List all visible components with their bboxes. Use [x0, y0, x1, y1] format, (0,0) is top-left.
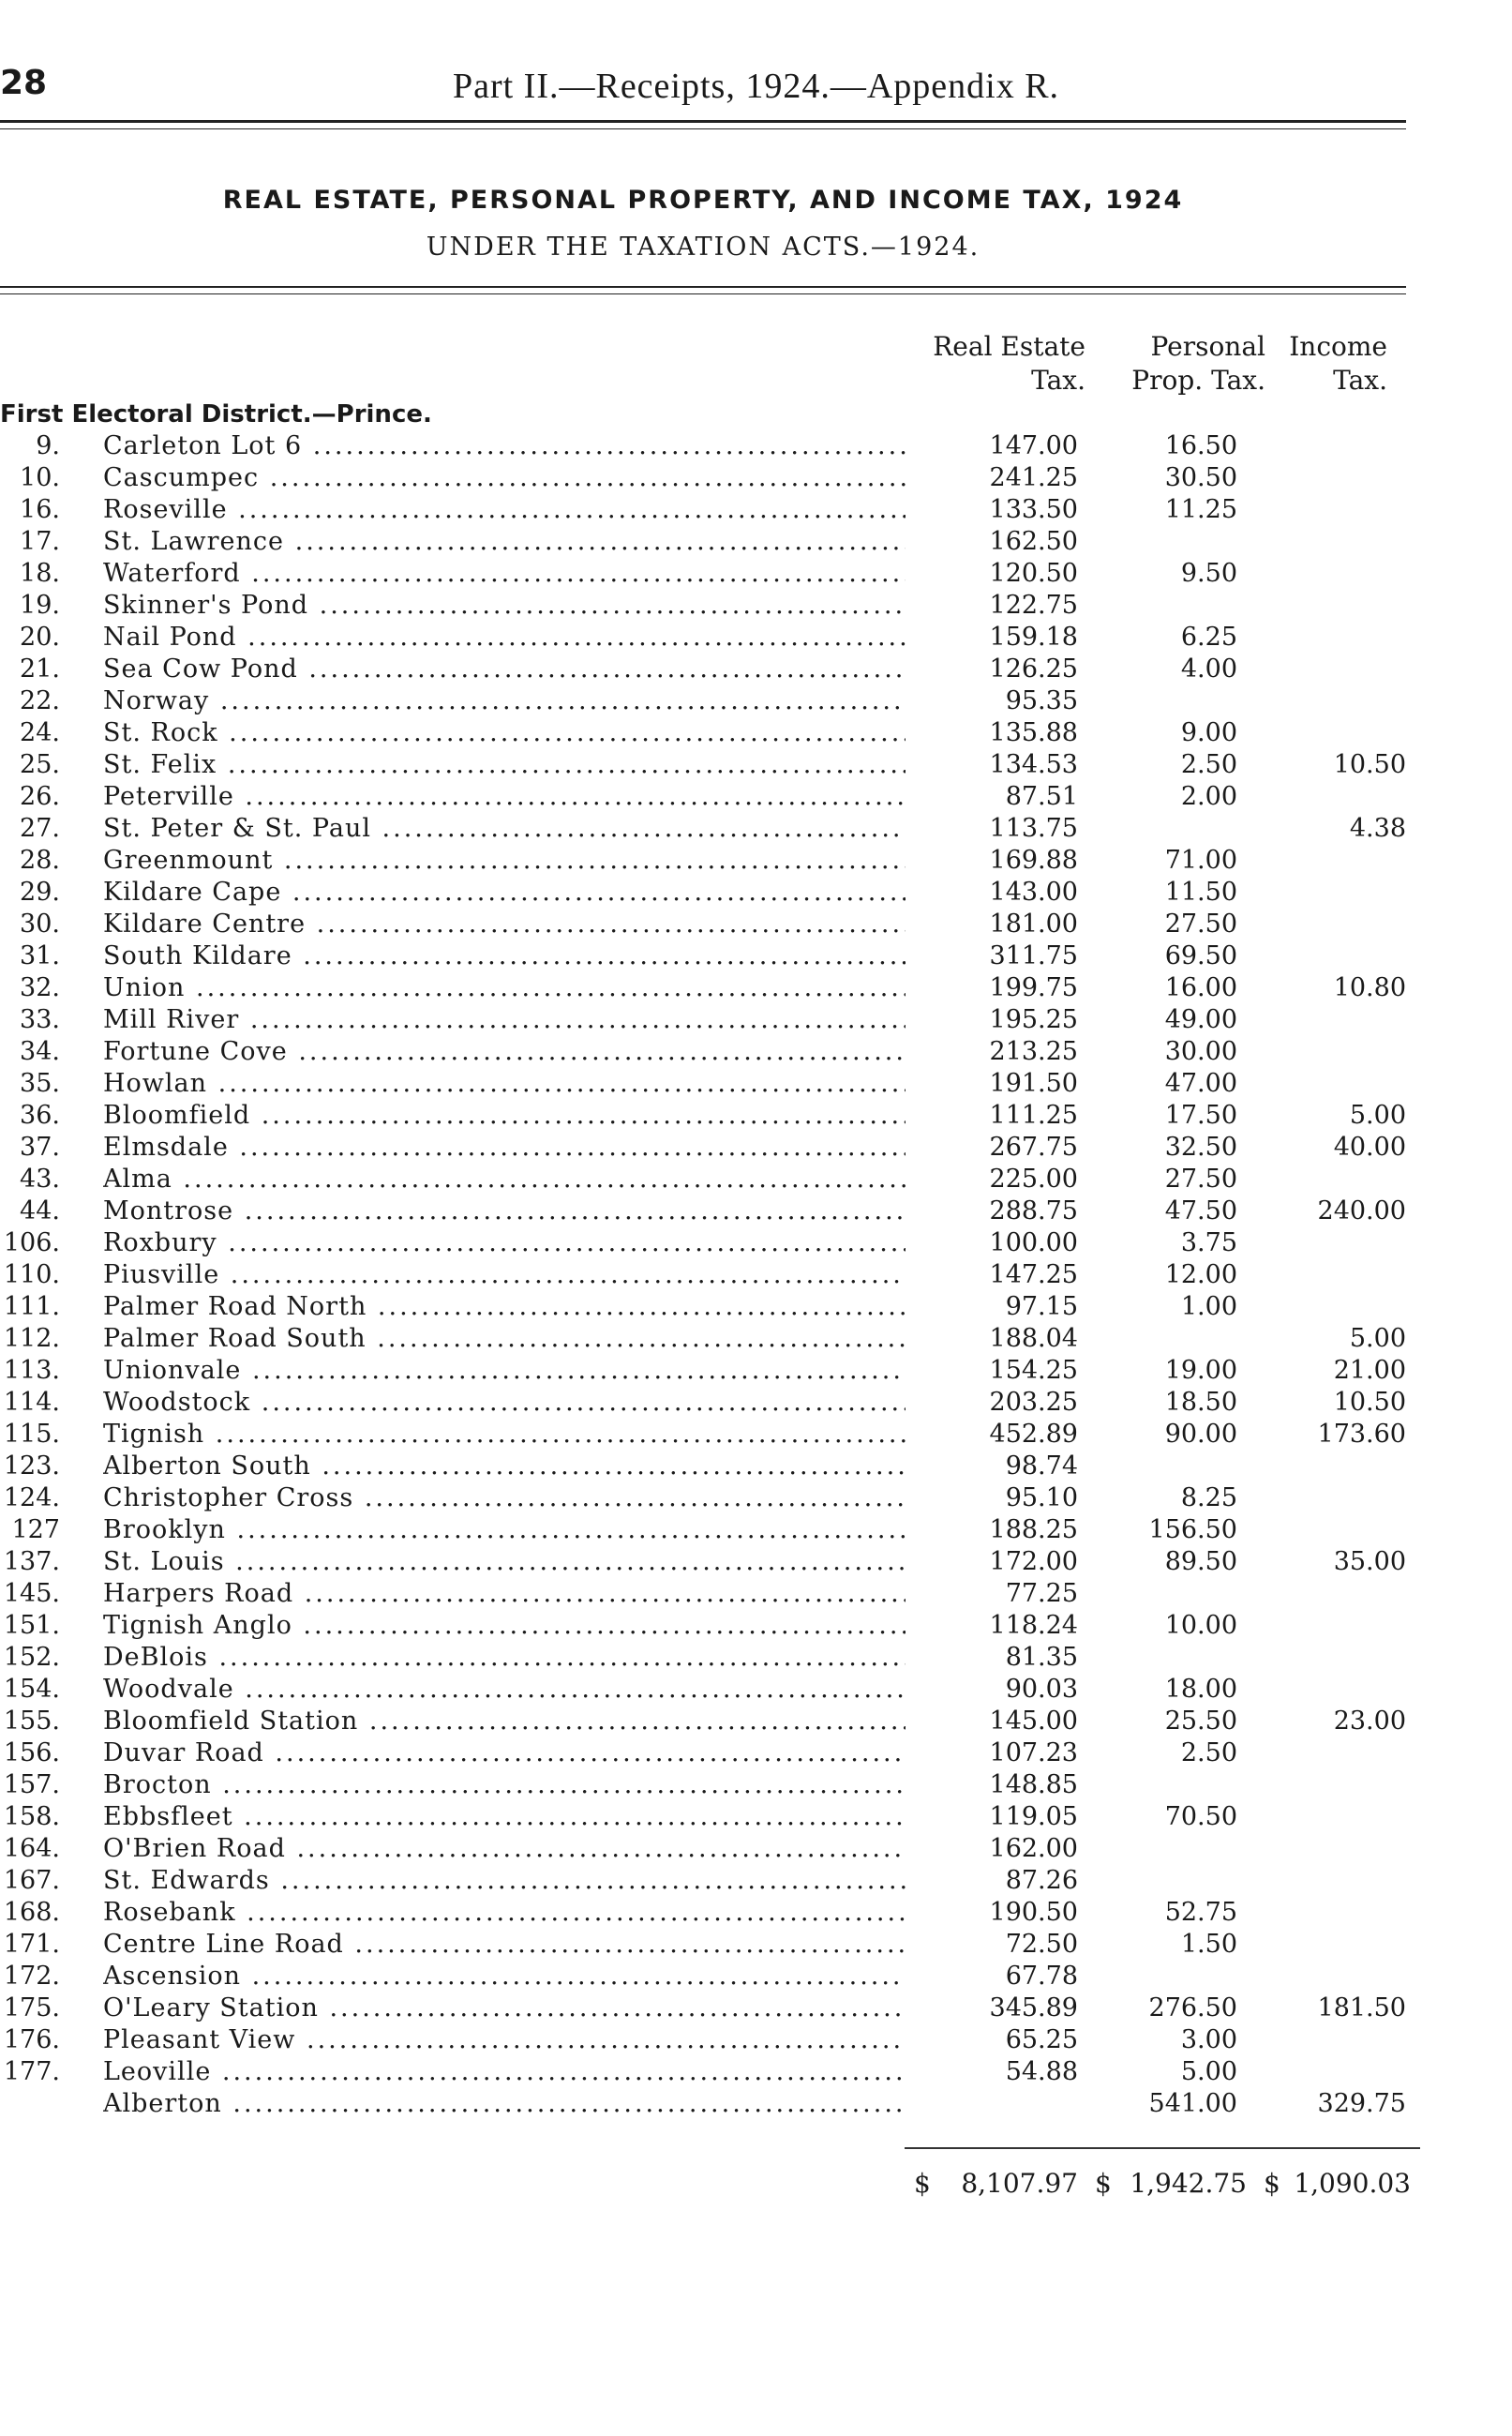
real-estate-tax: 162.00	[989, 1834, 1078, 1863]
row-number: 115.	[3, 1420, 60, 1449]
district-name: DeBlois .....	[103, 1642, 906, 1674]
income-tax: 10.50	[1333, 750, 1406, 779]
real-estate-tax: 133.50	[989, 495, 1078, 524]
district-name: Harpers Road .....	[103, 1578, 906, 1610]
col-header-real-estate-line1: Real Estate	[933, 331, 1085, 362]
table-row	[0, 654, 1512, 685]
table-row	[0, 1100, 1512, 1132]
row-number: 28.	[20, 846, 60, 875]
personal-property-tax: 27.50	[1164, 1165, 1237, 1194]
header-rule-thin	[0, 128, 1406, 129]
row-number: 112.	[3, 1324, 60, 1353]
row-number: 19.	[20, 591, 60, 620]
row-number: 20.	[20, 623, 60, 652]
real-estate-tax: 87.51	[1005, 782, 1078, 811]
personal-property-tax: 11.25	[1164, 495, 1237, 524]
income-tax: 10.80	[1333, 973, 1406, 1002]
table-row	[0, 1674, 1512, 1706]
real-estate-tax: 95.35	[1005, 686, 1078, 715]
real-estate-tax: 81.35	[1005, 1643, 1078, 1672]
personal-property-tax: 1.00	[1180, 1292, 1237, 1321]
table-row	[0, 1195, 1512, 1227]
table-row	[0, 1419, 1512, 1451]
district-name: Piusville .....	[103, 1259, 906, 1291]
district-name: Norway .....	[103, 685, 906, 717]
table-row	[0, 1769, 1512, 1801]
real-estate-tax: 172.00	[989, 1547, 1078, 1576]
table-row	[0, 1259, 1512, 1291]
real-estate-tax: 107.23	[989, 1738, 1078, 1767]
personal-property-tax: 1.50	[1180, 1930, 1237, 1959]
real-estate-tax: 143.00	[989, 878, 1078, 907]
district-name: Tignish .....	[103, 1419, 906, 1451]
row-number: 171.	[3, 1930, 60, 1959]
income-tax: 5.00	[1349, 1101, 1406, 1130]
table-row	[0, 1578, 1512, 1610]
row-number: 177.	[3, 2057, 60, 2086]
row-number: 113.	[3, 1356, 60, 1385]
total-personal-currency: $	[1095, 2168, 1112, 2199]
table-row	[0, 813, 1512, 845]
district-name: Palmer Road North .....	[103, 1291, 906, 1323]
row-number: 26.	[20, 782, 60, 811]
district-name: Pleasant View .....	[103, 2024, 906, 2056]
personal-property-tax: 16.50	[1164, 431, 1237, 460]
income-tax: 181.50	[1317, 1993, 1406, 2022]
row-number: 27.	[20, 814, 60, 843]
real-estate-tax: 162.50	[989, 527, 1078, 556]
row-number: 167.	[3, 1866, 60, 1895]
district-name: Alberton South .....	[103, 1451, 906, 1482]
real-estate-tax: 67.78	[1005, 1962, 1078, 1991]
table-row	[0, 1164, 1512, 1195]
row-number: 157.	[3, 1770, 60, 1799]
real-estate-tax: 118.24	[989, 1611, 1078, 1640]
row-number: 18.	[20, 559, 60, 588]
row-number: 168.	[3, 1898, 60, 1927]
district-name: Montrose .....	[103, 1195, 906, 1227]
personal-property-tax: 5.00	[1180, 2057, 1237, 2086]
income-tax: 21.00	[1333, 1356, 1406, 1385]
district-name: St. Lawrence .....	[103, 526, 906, 558]
section-heading: First Electoral District.—Prince.	[0, 400, 432, 429]
row-number: 114.	[3, 1388, 60, 1417]
real-estate-tax: 90.03	[1005, 1675, 1078, 1704]
row-number: 34.	[20, 1037, 60, 1066]
district-name: Brocton .....	[103, 1769, 906, 1801]
table-row	[0, 494, 1512, 526]
table-row	[0, 717, 1512, 749]
row-number: 158.	[3, 1802, 60, 1831]
district-name: Bloomfield Station .....	[103, 1706, 906, 1737]
district-name: St. Rock .....	[103, 717, 906, 749]
personal-property-tax: 47.50	[1164, 1196, 1237, 1226]
table-row	[0, 2056, 1512, 2088]
personal-property-tax: 12.00	[1164, 1260, 1237, 1289]
income-tax: 173.60	[1317, 1420, 1406, 1449]
row-number: 31.	[20, 941, 60, 970]
row-number: 29.	[20, 878, 60, 907]
real-estate-tax: 188.25	[989, 1515, 1078, 1544]
col-header-income	[1280, 330, 1387, 398]
col-header-real-estate-line2: Tax.	[1031, 365, 1085, 396]
real-estate-tax: 126.25	[989, 654, 1078, 684]
district-name: Cascumpec .....	[103, 462, 906, 494]
real-estate-tax: 225.00	[989, 1165, 1078, 1194]
row-number: 17.	[20, 527, 60, 556]
real-estate-tax: 122.75	[989, 591, 1078, 620]
table-row	[0, 1451, 1512, 1482]
income-tax: 240.00	[1317, 1196, 1406, 1226]
personal-property-tax: 6.25	[1180, 623, 1237, 652]
personal-property-tax: 8.25	[1180, 1483, 1237, 1512]
personal-property-tax: 276.50	[1148, 1993, 1237, 2022]
district-name: O'Leary Station .....	[103, 1992, 906, 2024]
district-name: Christopher Cross .....	[103, 1482, 906, 1514]
district-name: Rosebank .....	[103, 1897, 906, 1929]
personal-property-tax: 9.00	[1180, 718, 1237, 747]
district-name: Tignish Anglo .....	[103, 1610, 906, 1642]
real-estate-tax: 87.26	[1005, 1866, 1078, 1895]
district-name: Roxbury .....	[103, 1227, 906, 1259]
personal-property-tax: 4.00	[1180, 654, 1237, 684]
page-number: 28	[0, 64, 48, 102]
row-number: 25.	[20, 750, 60, 779]
personal-property-tax: 3.00	[1180, 2025, 1237, 2054]
personal-property-tax: 32.50	[1164, 1133, 1237, 1162]
table-title: REAL ESTATE, PERSONAL PROPERTY, AND INCOME TAX, 1924	[222, 186, 1184, 215]
totals-row	[0, 2168, 1512, 2200]
table-row	[0, 1610, 1512, 1642]
income-tax: 329.75	[1317, 2089, 1406, 2118]
district-name: Greenmount .....	[103, 845, 906, 877]
table-row	[0, 1865, 1512, 1897]
col-header-income-line1: Income	[1289, 331, 1387, 362]
total-personal-property-tax: 1,942.75	[1130, 2168, 1247, 2199]
row-number: 152.	[3, 1643, 60, 1672]
table-subtitle: UNDER THE TAXATION ACTS.—1924.	[426, 233, 981, 262]
table-row	[0, 622, 1512, 654]
totals-rule	[905, 2147, 1420, 2149]
personal-property-tax: 11.50	[1164, 878, 1237, 907]
row-number: 24.	[20, 718, 60, 747]
row-number: 106.	[3, 1228, 60, 1257]
real-estate-tax: 311.75	[989, 941, 1078, 970]
table-row	[0, 1546, 1512, 1578]
row-number: 110.	[3, 1260, 60, 1289]
col-header-personal	[1097, 330, 1265, 398]
real-estate-tax: 113.75	[989, 814, 1078, 843]
real-estate-tax: 191.50	[989, 1069, 1078, 1098]
district-name: Duvar Road .....	[103, 1737, 906, 1769]
row-number: 111.	[3, 1292, 60, 1321]
row-number: 151.	[3, 1611, 60, 1640]
real-estate-tax: 181.00	[989, 910, 1078, 939]
district-name: Centre Line Road .....	[103, 1929, 906, 1961]
real-estate-tax: 267.75	[989, 1133, 1078, 1162]
district-name: Carleton Lot 6 .....	[103, 430, 906, 462]
table-row	[0, 1482, 1512, 1514]
district-name: Unionvale .....	[103, 1355, 906, 1387]
real-estate-tax: 145.00	[989, 1707, 1078, 1736]
table-row	[0, 1706, 1512, 1737]
title-rule	[0, 286, 1406, 288]
table-row	[0, 430, 1512, 462]
table-row	[0, 749, 1512, 781]
row-number: 16.	[20, 495, 60, 524]
district-name: Woodvale .....	[103, 1674, 906, 1706]
row-number: 44.	[20, 1196, 60, 1226]
col-header-personal-line2: Prop. Tax.	[1131, 365, 1265, 396]
table-row	[0, 1929, 1512, 1961]
total-real-estate-currency: $	[914, 2168, 931, 2199]
district-name: Sea Cow Pond .....	[103, 654, 906, 685]
income-tax: 23.00	[1333, 1707, 1406, 1736]
real-estate-tax: 54.88	[1005, 2057, 1078, 2086]
total-real-estate-tax: 8,107.97	[961, 2168, 1078, 2199]
real-estate-tax: 65.25	[1005, 2025, 1078, 2054]
row-number: 9.	[36, 431, 60, 460]
real-estate-tax: 120.50	[989, 559, 1078, 588]
district-name: Waterford .....	[103, 558, 906, 590]
personal-property-tax: 89.50	[1164, 1547, 1237, 1576]
district-name: O'Brien Road .....	[103, 1833, 906, 1865]
personal-property-tax: 17.50	[1164, 1101, 1237, 1130]
row-number: 175.	[3, 1993, 60, 2022]
table-row	[0, 1801, 1512, 1833]
personal-property-tax: 16.00	[1164, 973, 1237, 1002]
real-estate-tax: 147.25	[989, 1260, 1078, 1289]
real-estate-tax: 134.53	[989, 750, 1078, 779]
real-estate-tax: 111.25	[989, 1101, 1078, 1130]
personal-property-tax: 69.50	[1164, 941, 1237, 970]
district-name: South Kildare .....	[103, 940, 906, 972]
table-row	[0, 590, 1512, 622]
table-row	[0, 1291, 1512, 1323]
personal-property-tax: 2.50	[1180, 750, 1237, 779]
real-estate-tax: 190.50	[989, 1898, 1078, 1927]
personal-property-tax: 19.00	[1164, 1356, 1237, 1385]
district-name: Roseville .....	[103, 494, 906, 526]
personal-property-tax: 30.50	[1164, 463, 1237, 492]
row-number: 127	[11, 1515, 60, 1544]
header-rule	[0, 120, 1406, 123]
table-row	[0, 940, 1512, 972]
district-name: Woodstock .....	[103, 1387, 906, 1419]
district-name: Peterville .....	[103, 781, 906, 813]
row-number: 30.	[20, 910, 60, 939]
row-number: 154.	[3, 1675, 60, 1704]
table-row	[0, 1068, 1512, 1100]
row-number: 36.	[20, 1101, 60, 1130]
real-estate-tax: 159.18	[989, 623, 1078, 652]
real-estate-tax: 72.50	[1005, 1930, 1078, 1959]
personal-property-tax: 71.00	[1164, 846, 1237, 875]
real-estate-tax: 345.89	[989, 1993, 1078, 2022]
total-income-tax: 1,090.03	[1294, 2168, 1411, 2199]
district-name: Kildare Centre .....	[103, 909, 906, 940]
table-row	[0, 558, 1512, 590]
district-name: St. Edwards .....	[103, 1865, 906, 1897]
row-number: 164.	[3, 1834, 60, 1863]
row-number: 137.	[3, 1547, 60, 1576]
personal-property-tax: 18.50	[1164, 1388, 1237, 1417]
table-row	[0, 1833, 1512, 1865]
income-tax: 4.38	[1349, 814, 1406, 843]
real-estate-tax: 213.25	[989, 1037, 1078, 1066]
table-row	[0, 1514, 1512, 1546]
personal-property-tax: 47.00	[1164, 1069, 1237, 1098]
personal-property-tax: 9.50	[1180, 559, 1237, 588]
table-row	[0, 909, 1512, 940]
row-number: 155.	[3, 1707, 60, 1736]
district-name: St. Peter & St. Paul .....	[103, 813, 906, 845]
district-name: Mill River .....	[103, 1004, 906, 1036]
col-header-income-line2: Tax.	[1333, 365, 1387, 396]
district-name: Alma .....	[103, 1164, 906, 1195]
income-tax: 35.00	[1333, 1547, 1406, 1576]
real-estate-tax: 203.25	[989, 1388, 1078, 1417]
table-row	[0, 1387, 1512, 1419]
real-estate-tax: 288.75	[989, 1196, 1078, 1226]
table-row	[0, 877, 1512, 909]
income-tax: 10.50	[1333, 1388, 1406, 1417]
total-income-currency: $	[1264, 2168, 1280, 2199]
district-name: Fortune Cove .....	[103, 1036, 906, 1068]
district-name: St. Felix .....	[103, 749, 906, 781]
table-row	[0, 1004, 1512, 1036]
col-header-real-estate	[891, 330, 1085, 398]
row-number: 35.	[20, 1069, 60, 1098]
table-row	[0, 2088, 1512, 2120]
personal-property-tax: 3.75	[1180, 1228, 1237, 1257]
real-estate-tax: 188.04	[989, 1324, 1078, 1353]
district-name: Union .....	[103, 972, 906, 1004]
district-name: Leoville .....	[103, 2056, 906, 2088]
real-estate-tax: 199.75	[989, 973, 1078, 1002]
real-estate-tax: 97.15	[1005, 1292, 1078, 1321]
real-estate-tax: 148.85	[989, 1770, 1078, 1799]
district-name: Elmsdale .....	[103, 1132, 906, 1164]
district-name: Alberton .....	[103, 2088, 906, 2120]
real-estate-tax: 77.25	[1005, 1579, 1078, 1608]
personal-property-tax: 27.50	[1164, 910, 1237, 939]
title-rule-thin	[0, 293, 1406, 294]
row-number: 33.	[20, 1005, 60, 1034]
row-number: 124.	[3, 1483, 60, 1512]
income-tax: 40.00	[1333, 1133, 1406, 1162]
row-number: 172.	[3, 1962, 60, 1991]
table-row	[0, 1323, 1512, 1355]
personal-property-tax: 90.00	[1164, 1420, 1237, 1449]
row-number: 32.	[20, 973, 60, 1002]
district-name: Bloomfield .....	[103, 1100, 906, 1132]
table-row	[0, 845, 1512, 877]
real-estate-tax: 98.74	[1005, 1451, 1078, 1481]
real-estate-tax: 135.88	[989, 718, 1078, 747]
table-row	[0, 1961, 1512, 1992]
district-name: Brooklyn .....	[103, 1514, 906, 1546]
personal-property-tax: 541.00	[1148, 2089, 1237, 2118]
personal-property-tax: 2.50	[1180, 1738, 1237, 1767]
table-row	[0, 1036, 1512, 1068]
table-row	[0, 781, 1512, 813]
table-row	[0, 2024, 1512, 2056]
table-row	[0, 462, 1512, 494]
real-estate-tax: 154.25	[989, 1356, 1078, 1385]
district-name: Nail Pond .....	[103, 622, 906, 654]
district-name: Ebbsfleet .....	[103, 1801, 906, 1833]
real-estate-tax: 119.05	[989, 1802, 1078, 1831]
district-name: Kildare Cape .....	[103, 877, 906, 909]
running-head: Part II.—Receipts, 1924.—Appendix R.	[452, 67, 1060, 106]
district-name: Howlan .....	[103, 1068, 906, 1100]
table-row	[0, 1897, 1512, 1929]
real-estate-tax: 452.89	[989, 1420, 1078, 1449]
real-estate-tax: 100.00	[989, 1228, 1078, 1257]
district-name: Palmer Road South .....	[103, 1323, 906, 1355]
table-row	[0, 1227, 1512, 1259]
row-number: 123.	[3, 1451, 60, 1481]
personal-property-tax: 10.00	[1164, 1611, 1237, 1640]
real-estate-tax: 241.25	[989, 463, 1078, 492]
row-number: 43.	[20, 1165, 60, 1194]
personal-property-tax: 49.00	[1164, 1005, 1237, 1034]
personal-property-tax: 52.75	[1164, 1898, 1237, 1927]
table-row	[0, 972, 1512, 1004]
col-header-personal-line1: Personal	[1150, 331, 1265, 362]
real-estate-tax: 95.10	[1005, 1483, 1078, 1512]
personal-property-tax: 25.50	[1164, 1707, 1237, 1736]
district-name: St. Louis .....	[103, 1546, 906, 1578]
personal-property-tax: 2.00	[1180, 782, 1237, 811]
table-row	[0, 1355, 1512, 1387]
row-number: 156.	[3, 1738, 60, 1767]
row-number: 145.	[3, 1579, 60, 1608]
table-row	[0, 526, 1512, 558]
personal-property-tax: 156.50	[1148, 1515, 1237, 1544]
personal-property-tax: 70.50	[1164, 1802, 1237, 1831]
table-row	[0, 1642, 1512, 1674]
real-estate-tax: 169.88	[989, 846, 1078, 875]
row-number: 10.	[20, 463, 60, 492]
row-number: 21.	[20, 654, 60, 684]
table-row	[0, 1737, 1512, 1769]
real-estate-tax: 147.00	[989, 431, 1078, 460]
district-name: Ascension .....	[103, 1961, 906, 1992]
table-row	[0, 1132, 1512, 1164]
row-number: 22.	[20, 686, 60, 715]
table-row	[0, 685, 1512, 717]
row-number: 176.	[3, 2025, 60, 2054]
row-number: 37.	[20, 1133, 60, 1162]
tax-table-rows	[0, 430, 1512, 2120]
income-tax: 5.00	[1349, 1324, 1406, 1353]
real-estate-tax: 195.25	[989, 1005, 1078, 1034]
personal-property-tax: 18.00	[1164, 1675, 1237, 1704]
personal-property-tax: 30.00	[1164, 1037, 1237, 1066]
table-row	[0, 1992, 1512, 2024]
district-name: Skinner's Pond .....	[103, 590, 906, 622]
